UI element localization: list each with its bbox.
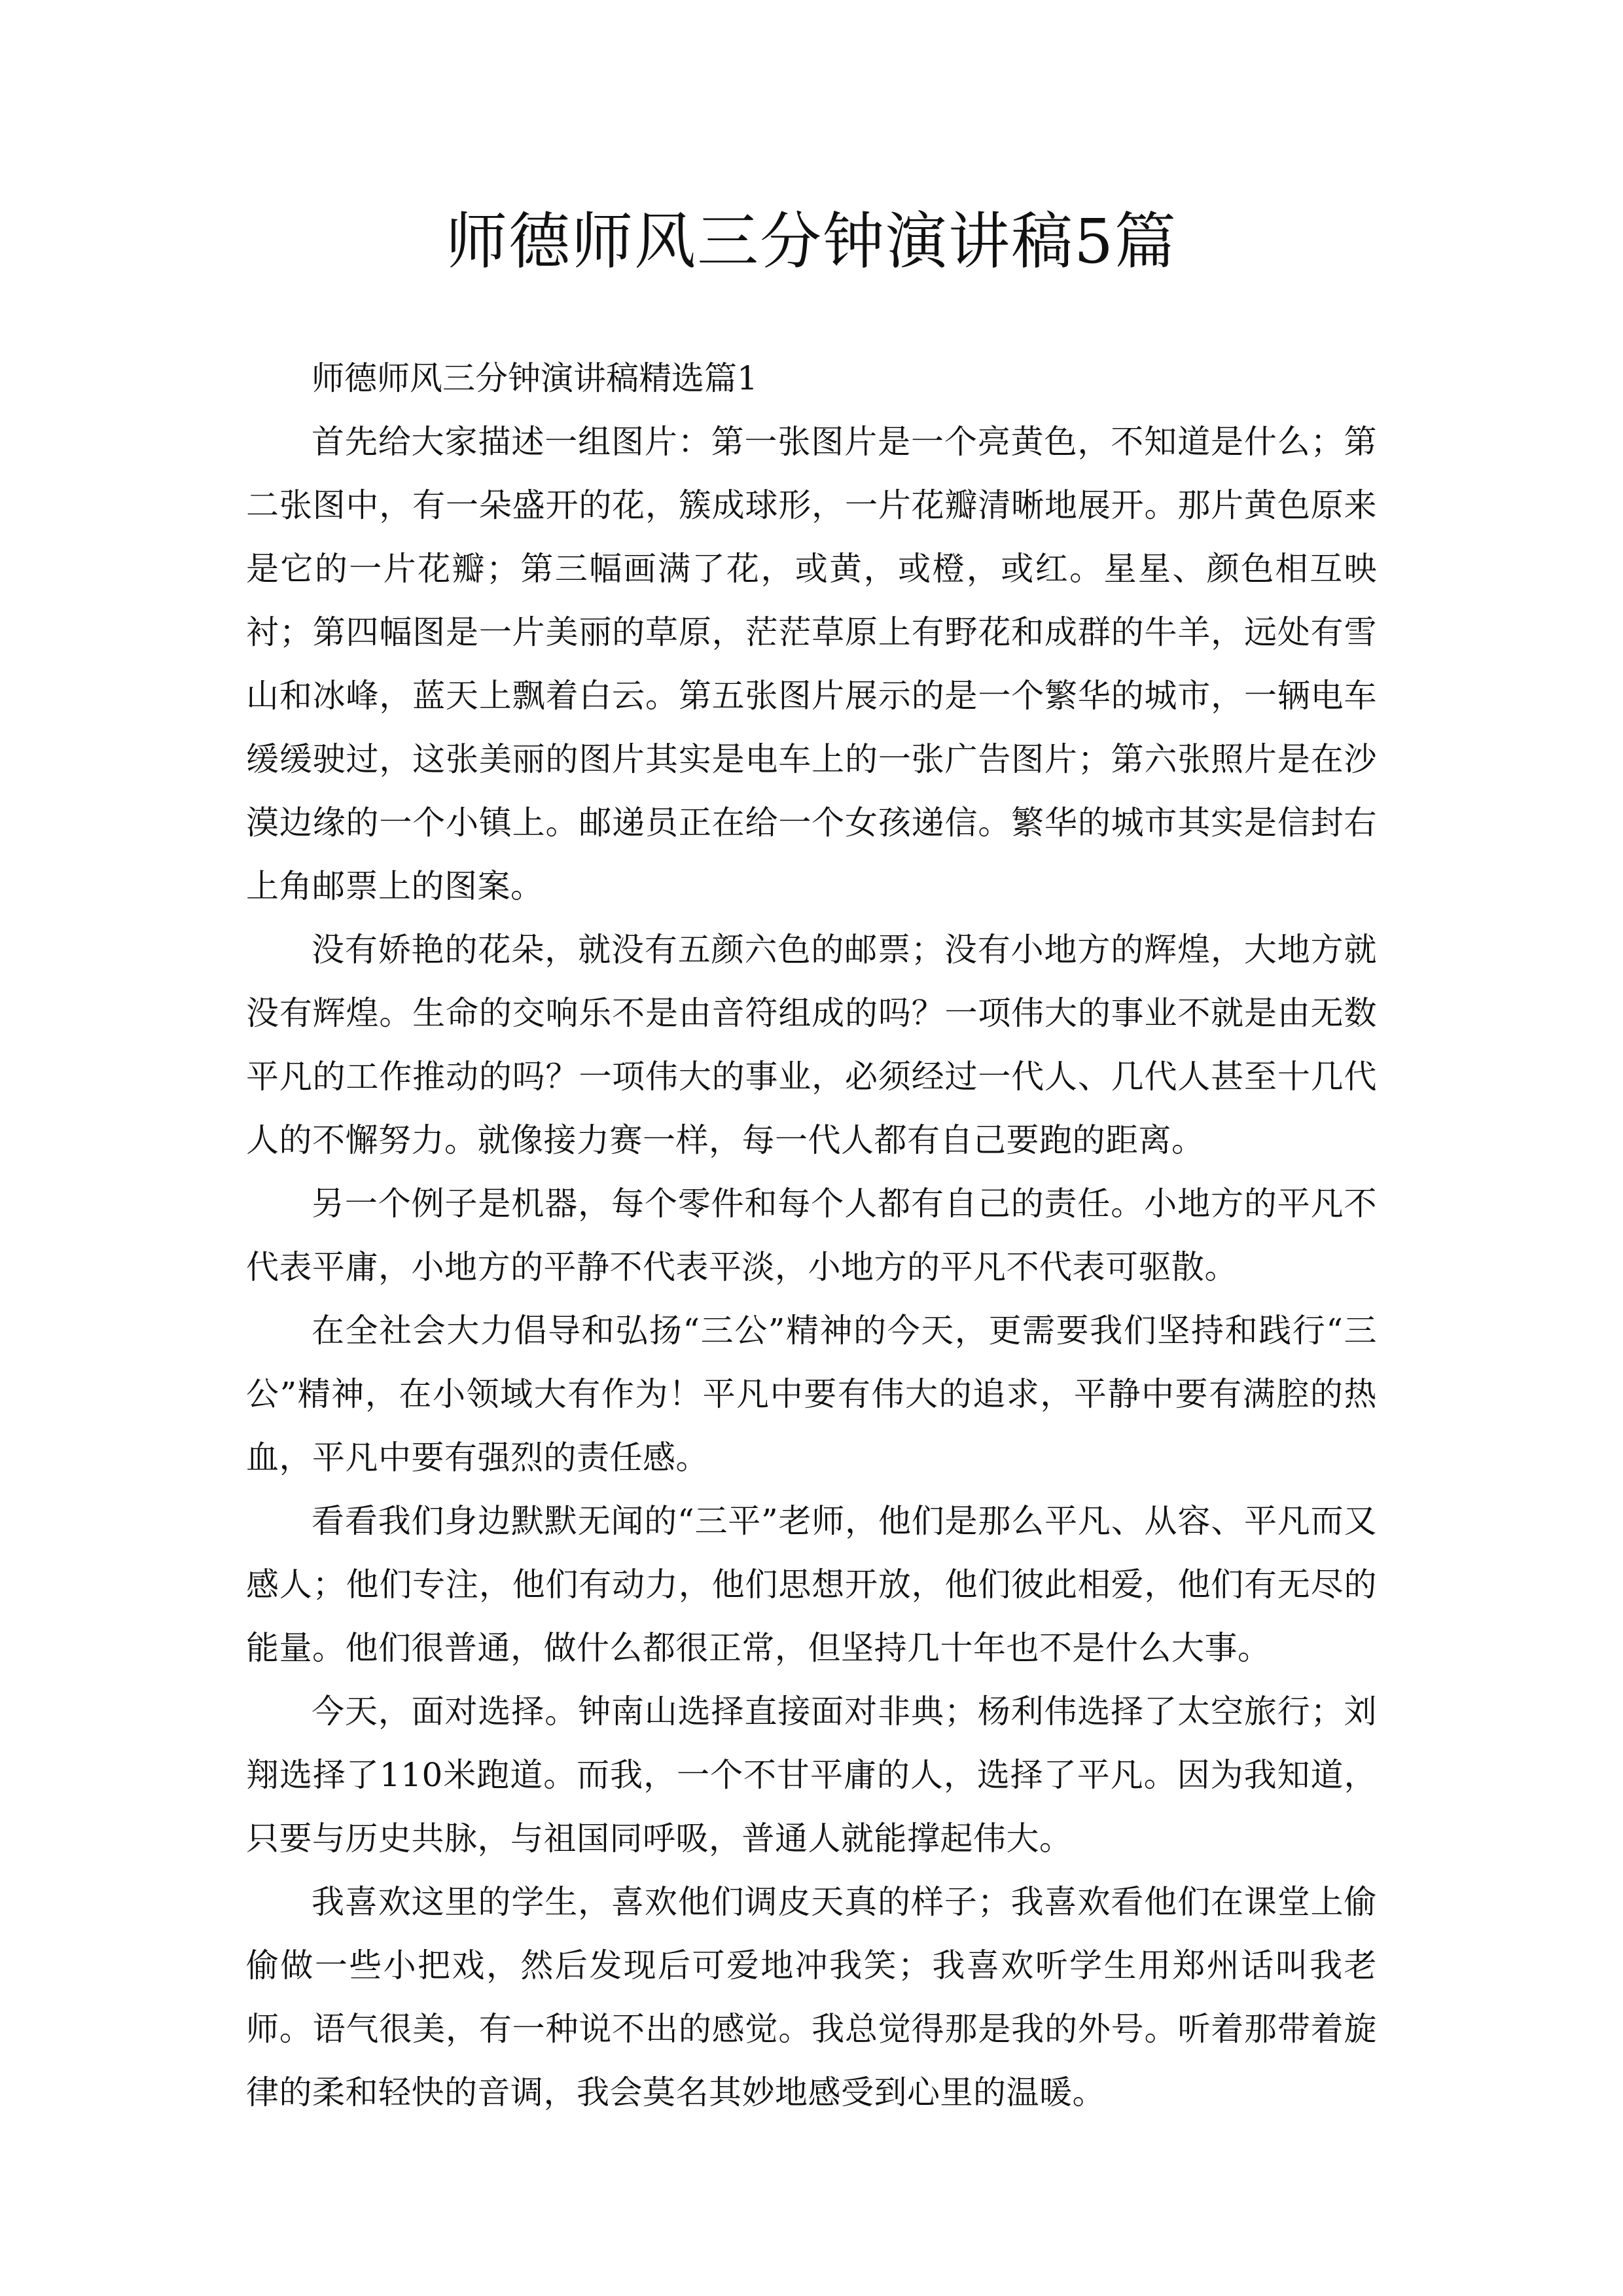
paragraph: 今天，面对选择。钟南山选择直接面对非典；杨利伟选择了太空旅行；刘翔选择了110米跑道。而我，一个不甘平庸的人，选择了平凡。因为我知道，只要与历史共脉，与祖国同呼吸，普通人就能撑起伟大。 [246,1693,1377,1857]
section-heading: 师德师风三分钟演讲稿精选篇1 [312,359,758,397]
document-body [246,347,1377,2125]
paragraph: 在全社会大力倡导和弘扬“三公”精神的今天，更需要我们坚持和践行“三公”精神，在小领域大有作为！平凡中要有伟大的追求，平静中要有满腔的热血，平凡中要有强烈的责任感。 [246,1312,1377,1477]
document-title: 师德师风三分钟演讲稿5篇 [446,206,1177,278]
paragraph: 没有娇艳的花朵，就没有五颜六色的邮票；没有小地方的辉煌，大地方就没有辉煌。生命的交响乐不是由音符组成的吗？一项伟大的事业不就是由无数平凡的工作推动的吗？一项伟大的事业，必须经过一代人、几代人甚至十几代人的不懈努力。就像接力赛一样，每一代人都有自己要跑的距离。 [246,931,1377,1159]
paragraph: 我喜欢这里的学生，喜欢他们调皮天真的样子；我喜欢看他们在课堂上偷偷做一些小把戏，然后发现后可爱地冲我笑；我喜欢听学生用郑州话叫我老师。语气很美，有一种说不出的感觉。我总觉得那是我的外号。听着那带着旋律的柔和轻快的音调，我会莫名其妙地感受到心里的温暖。 [246,1883,1377,2111]
paragraph: 首先给大家描述一组图片：第一张图片是一个亮黄色，不知道是什么；第二张图中，有一朵盛开的花，簇成球形，一片花瓣清晰地展开。那片黄色原来是它的一片花瓣；第三幅画满了花，或黄，或橙，或红。星星、颜色相互映衬；第四幅图是一片美丽的草原，茫茫草原上有野花和成群的牛羊，远处有雪山和冰峰，蓝天上飘着白云。第五张图片展示的是一个繁华的城市，一辆电车缓缓驶过，这张美丽的图片其实是电车上的一张广告图片；第六张照片是在沙漠边缘的一个小镇上。邮递员正在给一个女孩递信。繁华的城市其实是信封右上角邮票上的图案。 [246,423,1377,905]
paragraph: 另一个例子是机器，每个零件和每个人都有自己的责任。小地方的平凡不代表平庸，小地方的平静不代表平淡，小地方的平凡不代表可驱散。 [246,1185,1377,1286]
paragraph: 看看我们身边默默无闻的“三平”老师，他们是那么平凡、从容、平凡而又感人；他们专注，他们有动力，他们思想开放，他们彼此相爱，他们有无尽的能量。他们很普通，做什么都很正常，但坚持几十年也不是什么大事。 [246,1502,1377,1667]
